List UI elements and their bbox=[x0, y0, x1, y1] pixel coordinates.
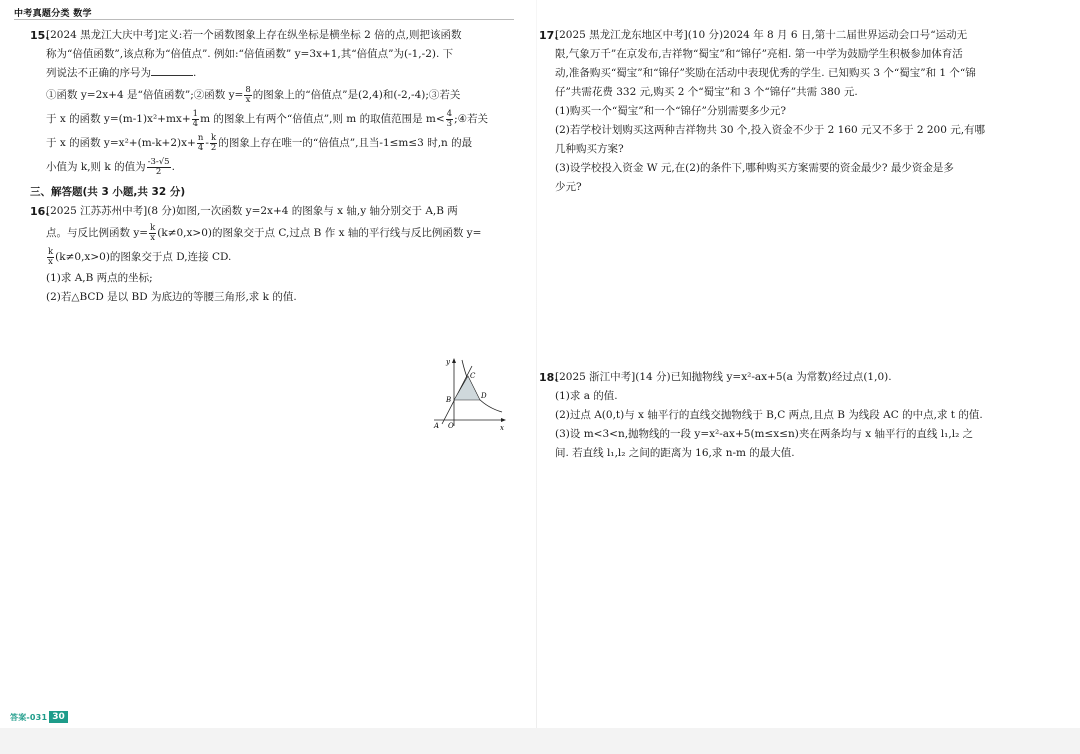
question-number: 15. bbox=[30, 29, 50, 42]
fraction-numerator: k bbox=[211, 132, 217, 143]
q16-text: (k≠0,x>0)的图象交于点 D,连接 CD. bbox=[55, 251, 232, 263]
q18-part: 间. 若直线 l₁,l₂ 之间的距离为 16,求 n-m 的最大值. bbox=[555, 447, 795, 459]
label-x: x bbox=[500, 424, 504, 432]
label-b: B bbox=[446, 396, 452, 404]
fraction bbox=[149, 224, 156, 243]
q15-text: . bbox=[171, 161, 175, 173]
q17-part: 几种购买方案? bbox=[555, 143, 624, 155]
label-d: D bbox=[481, 392, 487, 400]
fraction-denominator: 2 bbox=[155, 166, 162, 177]
q15-text: . bbox=[193, 67, 197, 79]
q16-line bbox=[46, 245, 511, 269]
q15-line: [2024 黑龙江大庆中考]定义:若一个函数图象上存在纵坐标是横坐标 2 倍的点,则把该函数 bbox=[46, 29, 462, 41]
fraction bbox=[192, 110, 199, 129]
page-header: 中考真题分类 数学 bbox=[14, 9, 92, 19]
label-a: A bbox=[434, 422, 440, 430]
q18-part: (3)设 m<3<n,抛物线的一段 y=x²-ax+5(m≤x≤n)夹在两条均与 x 轴平行的直线 l₁,l₂ 之 bbox=[555, 428, 974, 440]
page-number: 30 bbox=[49, 711, 68, 723]
page-fold bbox=[536, 0, 537, 728]
q17-line: 动,准备购买“蜀宝”和“锦仔”奖励在活动中表现优秀的学生. 已知购买 3 个“蜀宝”和 1 个“锦 bbox=[555, 67, 976, 79]
right-column bbox=[539, 26, 1030, 199]
question-17 bbox=[539, 26, 1030, 197]
fraction bbox=[47, 248, 54, 267]
q16-line bbox=[46, 221, 511, 245]
q17-part: 少元? bbox=[555, 181, 582, 193]
fraction-denominator: x bbox=[48, 256, 53, 267]
label-o: O bbox=[448, 422, 454, 430]
fraction-numerator: 1 bbox=[192, 108, 199, 119]
label-y: y bbox=[446, 358, 450, 366]
fraction-denominator: 2 bbox=[210, 142, 217, 153]
answer-blank bbox=[151, 65, 193, 76]
q15-text: 于 x 的函数 y=(m-1)x²+mx+ bbox=[46, 113, 191, 125]
q18-line: [2025 浙江中考](14 分)已知抛物线 y=x²-ax+5(a 为常数)经过点(1,0). bbox=[555, 371, 892, 383]
q17-line: [2025 黑龙江龙东地区中考](10 分)2024 年 8 月 6 日,第十二届世界运动会口号“运动无 bbox=[555, 29, 968, 41]
page-footer bbox=[10, 711, 68, 723]
left-column bbox=[30, 26, 511, 309]
question-18 bbox=[539, 368, 1030, 465]
fraction-denominator: 4 bbox=[192, 118, 199, 129]
section-heading: 三、解答题(共 3 小题,共 32 分) bbox=[30, 186, 186, 198]
header-divider bbox=[14, 19, 514, 20]
y-axis-arrow bbox=[452, 358, 456, 363]
fraction-numerator: -3-√5 bbox=[147, 156, 170, 167]
q15-text: - bbox=[205, 137, 209, 149]
question-number: 17. bbox=[539, 29, 559, 42]
q16-text: (k≠0,x>0)的图象交于点 C,过点 B 作 x 轴的平行线与反比例函数 y= bbox=[157, 227, 482, 239]
label-c: C bbox=[470, 372, 476, 380]
q17-line: 仔”共需花费 332 元,购买 2 个“蜀宝”和 3 个“锦仔”共需 380 元. bbox=[555, 86, 858, 98]
q18-part: (2)过点 A(0,t)与 x 轴平行的直线交抛物线于 B,C 两点,且点 B 为线段 AC 的中点,求 t 的值. bbox=[555, 409, 983, 421]
question-16 bbox=[30, 202, 511, 307]
fraction-numerator: 4 bbox=[446, 108, 453, 119]
fraction-denominator: x bbox=[245, 94, 251, 105]
q16-part: (1)求 A,B 两点的坐标; bbox=[46, 272, 153, 284]
q17-part: (1)购买一个“蜀宝”和一个“锦仔”分别需要多少元? bbox=[555, 105, 786, 117]
fraction bbox=[197, 134, 204, 153]
q15-line bbox=[46, 64, 511, 83]
question-15 bbox=[30, 26, 511, 179]
q15-text: ①函数 y=2x+4 是“倍值函数”;②函数 y= bbox=[46, 89, 244, 101]
fraction-numerator: n bbox=[197, 132, 204, 143]
q16-line: [2025 江苏苏州中考](8 分)如图,一次函数 y=2x+4 的图象与 x 轴,y 轴分别交于 A,B 两 bbox=[46, 205, 458, 217]
q17-part: (2)若学校计划购买这两种吉祥物共 30 个,投入资金不少于 2 160 元又不多于 2 200 元,有哪 bbox=[555, 124, 986, 136]
answer-tag: 答案-031 bbox=[10, 712, 48, 722]
triangle-bcd bbox=[454, 376, 480, 400]
fraction bbox=[147, 158, 171, 177]
fraction bbox=[210, 134, 217, 153]
q15-text: m 的图象上有两个“倍值点”,则 m 的取值范围是 m< bbox=[200, 113, 445, 125]
question-number: 16. bbox=[30, 205, 50, 218]
q16-part: (2)若△BCD 是以 BD 为底边的等腰三角形,求 k 的值. bbox=[46, 291, 297, 303]
question-18-body bbox=[539, 368, 1030, 463]
q17-part: (3)设学校投入资金 W 元,在(2)的条件下,哪种购买方案需要的资金最少? 最少资金是多 bbox=[555, 162, 954, 174]
q15-line: 称为“倍值函数”,该点称为“倍值点”. 例如:“倍值函数” y=3x+1,其“倍值点”为(-1,-2). 下 bbox=[46, 48, 454, 60]
q15-line bbox=[46, 83, 511, 107]
q17-line: 限,气象万千”在京发布,吉祥物“蜀宝”和“锦仔”亮相. 第一中学为鼓励学生积极参加体育活 bbox=[555, 48, 963, 60]
q15-text: 列说法不正确的序号为 bbox=[46, 67, 151, 79]
q18-part: (1)求 a 的值. bbox=[555, 390, 618, 402]
question-number: 18. bbox=[539, 371, 559, 384]
q15-line bbox=[46, 131, 511, 155]
fraction bbox=[244, 86, 251, 105]
q15-text: 于 x 的函数 y=x²+(m-k+2)x+ bbox=[46, 137, 196, 149]
x-axis-arrow bbox=[501, 418, 506, 422]
fraction bbox=[446, 110, 453, 129]
q15-line bbox=[46, 107, 511, 131]
fraction-numerator: k bbox=[48, 246, 54, 257]
q15-text: 的图象上存在唯一的“倍值点”,且当-1≤m≤3 时,n 的最 bbox=[218, 137, 473, 149]
bottom-margin bbox=[0, 728, 1080, 754]
fraction-denominator: x bbox=[150, 232, 156, 243]
fraction-numerator: 8 bbox=[245, 84, 251, 95]
q15-text: 的图象上的“倍值点”是(2,4)和(-2,-4);③若关 bbox=[252, 89, 461, 101]
fraction-denominator: 3 bbox=[446, 118, 453, 129]
q15-line bbox=[46, 155, 511, 179]
q15-text: 小值为 k,则 k 的值为 bbox=[46, 161, 146, 173]
q15-text: ;④若关 bbox=[454, 113, 489, 125]
fraction-denominator: 4 bbox=[197, 142, 204, 153]
fraction-numerator: k bbox=[150, 222, 156, 233]
q16-figure bbox=[432, 356, 510, 432]
q16-text: 点。与反比例函数 y= bbox=[46, 227, 149, 239]
